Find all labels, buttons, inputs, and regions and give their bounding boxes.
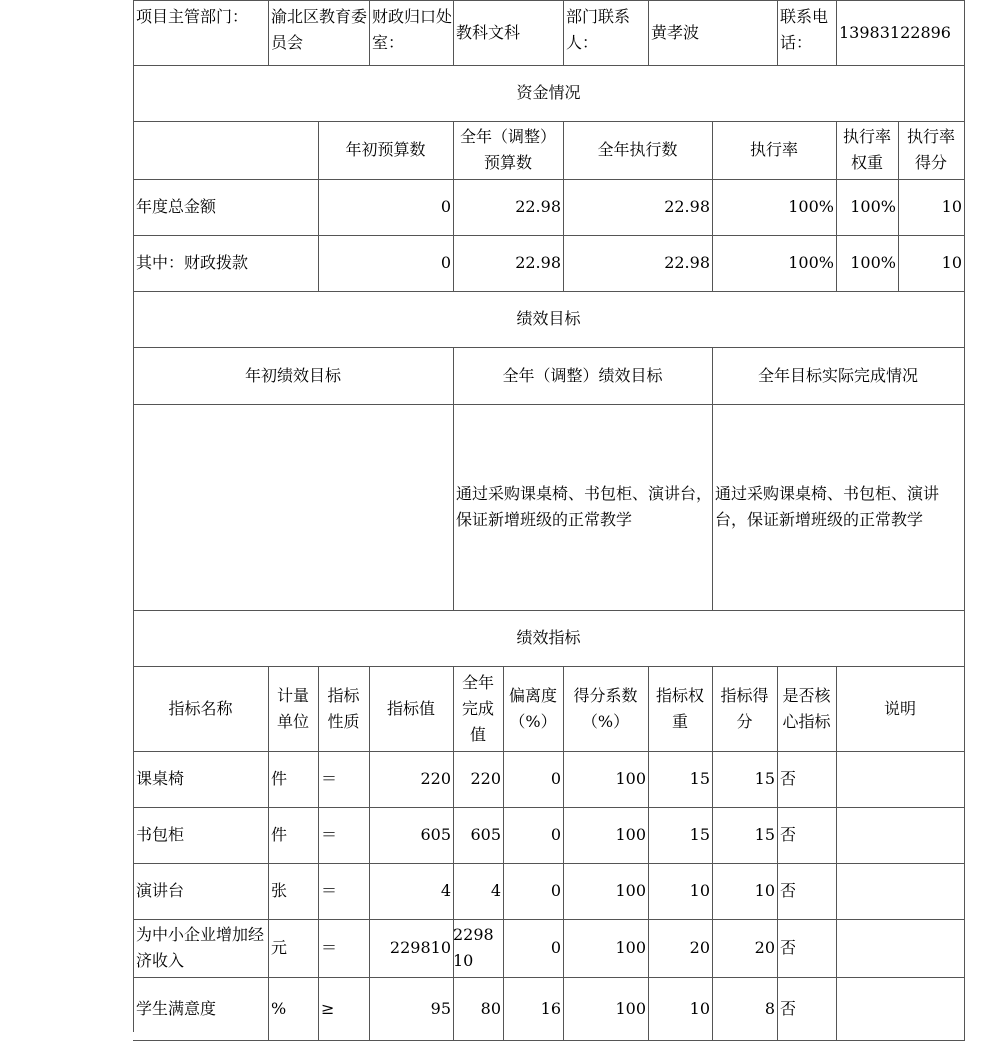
indicator-core — [777, 977, 837, 1041]
indicator-unit — [268, 919, 319, 978]
funds-col-initial-text: 年初预算数 — [345, 140, 426, 159]
indicator-dev — [503, 977, 564, 1041]
indicator-weight — [648, 863, 713, 920]
indicator-done — [453, 807, 504, 864]
funds-row-score-text: 10 — [941, 197, 962, 216]
indicator-weight-text: 10 — [689, 998, 710, 1018]
funds-row-rate — [712, 179, 837, 236]
indicator-name-text: 为中小企业增加经济收入 — [136, 925, 265, 970]
indicator-header — [318, 666, 370, 752]
indicators-section-title-text: 绩效指标 — [516, 628, 581, 647]
indicator-score — [712, 977, 778, 1041]
indicator-coef-text: 100 — [615, 998, 646, 1018]
phone-label-text: 联系电话： — [780, 7, 829, 52]
indicator-value-text: 229810 — [389, 938, 451, 957]
indicator-header — [712, 666, 778, 752]
funds-row-score — [898, 235, 965, 292]
indicator-header-text: 计量单位 — [276, 685, 309, 731]
indicator-header-text: 是否核心指标 — [782, 685, 831, 731]
contact-value-text: 黄孝波 — [651, 22, 700, 42]
indicator-weight — [648, 919, 713, 978]
indicator-dev — [503, 919, 564, 978]
indicator-dev-text: 0 — [550, 825, 561, 844]
goals-adjusted-text-text: 通过采购课桌椅、书包柜、演讲台，保证新增班级的正常教学 — [456, 484, 713, 529]
indicator-score-text: 15 — [754, 825, 775, 844]
indicator-note — [836, 977, 965, 1041]
indicator-core — [777, 863, 837, 920]
indicator-value-text: 95 — [430, 998, 451, 1018]
indicator-weight-text: 10 — [689, 881, 710, 900]
funds-row-initial — [318, 235, 454, 292]
funds-col-score — [898, 121, 965, 180]
goals-adjusted-text — [453, 404, 713, 611]
indicator-nature — [318, 751, 370, 808]
indicator-header-text: 指标值 — [386, 698, 435, 718]
funds-row-label — [133, 179, 319, 236]
indicator-done-text: 4 — [490, 881, 501, 900]
funds-row-adjusted-text: 22.98 — [515, 253, 561, 272]
indicator-score-text: 15 — [754, 769, 775, 788]
goals-initial-text — [133, 404, 454, 611]
indicator-done — [453, 919, 504, 978]
funds-row-executed — [563, 235, 713, 292]
indicator-dev-text: 0 — [550, 769, 561, 788]
funds-col-score-text: 执行率得分 — [906, 127, 955, 172]
indicator-name — [133, 807, 269, 864]
indicator-nature — [318, 807, 370, 864]
indicator-unit — [268, 863, 319, 920]
goals-actual-text-text: 通过采购课桌椅、书包柜、演讲台，保证新增班级的正常教学 — [715, 484, 940, 529]
goals-col-adjusted — [453, 347, 713, 405]
indicator-coef-text: 100 — [615, 938, 646, 957]
funds-section-title — [133, 65, 965, 122]
funds-row-label — [133, 235, 319, 292]
indicator-header-text: 指标得分 — [720, 685, 769, 731]
indicator-done-text: 605 — [470, 825, 501, 844]
indicator-header — [836, 666, 965, 752]
phone-value-text: 13983122896 — [839, 22, 951, 42]
goals-section-title-text: 绩效目标 — [516, 309, 581, 328]
indicator-name — [133, 751, 269, 808]
funds-row-rate-text: 100% — [788, 253, 834, 272]
indicator-unit-text: 元 — [271, 938, 288, 957]
indicator-core-text: 否 — [780, 938, 797, 957]
goals-col-actual-text: 全年目标实际完成情况 — [757, 365, 918, 385]
indicator-name-text: 演讲台 — [136, 881, 185, 900]
indicator-header-text: 全年完成值 — [461, 672, 494, 744]
funds-col-weight — [836, 121, 899, 180]
funds-row-adjusted — [453, 179, 564, 236]
indicator-unit-text: 件 — [271, 769, 288, 788]
funds-row-rate-text: 100% — [788, 197, 834, 216]
funds-row-weight — [836, 235, 899, 292]
phone-label — [777, 0, 837, 66]
indicator-score — [712, 863, 778, 920]
funds-col-initial — [318, 121, 454, 180]
indicator-done — [453, 751, 504, 808]
indicator-dev — [503, 751, 564, 808]
indicator-core-text: 否 — [780, 998, 797, 1018]
contact-label-text: 部门联系人： — [566, 7, 631, 52]
dept-value — [268, 0, 370, 66]
indicator-header — [777, 666, 837, 752]
indicator-note — [836, 863, 965, 920]
indicator-header-text: 指标名称 — [168, 698, 233, 718]
indicator-header-text: 指标性质 — [327, 685, 360, 731]
indicator-header — [133, 666, 269, 752]
indicator-core — [777, 919, 837, 978]
indicators-section-title — [133, 610, 965, 667]
indicator-coef — [563, 807, 649, 864]
funds-col-rate — [712, 121, 837, 180]
indicator-name — [133, 919, 269, 978]
indicator-dev-text: 0 — [550, 881, 561, 900]
indicator-nature — [318, 977, 370, 1041]
indicator-value — [369, 977, 454, 1041]
funds-col-executed — [563, 121, 713, 180]
indicator-done-text: 80 — [480, 998, 501, 1018]
indicator-unit-text: 张 — [271, 881, 288, 900]
indicator-nature — [318, 863, 370, 920]
indicator-score-text: 8 — [764, 998, 775, 1018]
phone-value — [836, 0, 965, 66]
funds-col-rate-text: 执行率 — [749, 140, 798, 159]
indicator-note — [836, 807, 965, 864]
indicator-note — [836, 751, 965, 808]
indicator-name — [133, 863, 269, 920]
funds-row-initial-text: 0 — [440, 253, 451, 272]
funds-row-initial-text: 0 — [440, 197, 451, 216]
indicator-dev — [503, 863, 564, 920]
indicator-header-text: 说明 — [883, 698, 916, 718]
indicator-name-text: 书包柜 — [136, 825, 185, 844]
indicator-done — [453, 863, 504, 920]
indicator-coef — [563, 751, 649, 808]
funds-row-adjusted-text: 22.98 — [515, 197, 561, 216]
indicator-score — [712, 807, 778, 864]
dept-label — [133, 0, 269, 66]
indicator-coef — [563, 977, 649, 1041]
indicator-dev-text: 16 — [540, 998, 561, 1018]
funds-col-weight-text: 执行率权重 — [842, 127, 891, 172]
funds-row-label-text: 其中：财政拨款 — [136, 253, 249, 272]
indicator-nature-text: ＝ — [321, 825, 338, 844]
indicator-header — [268, 666, 319, 752]
office-label-text: 财政归口处室： — [372, 7, 453, 52]
indicator-unit-text: 件 — [271, 825, 288, 844]
funds-row-label-text: 年度总金额 — [136, 197, 217, 216]
indicator-coef-text: 100 — [615, 769, 646, 788]
goals-col-initial — [133, 347, 454, 405]
funds-row-score-text: 10 — [941, 253, 962, 272]
indicator-core-text: 否 — [780, 825, 797, 844]
indicator-nature — [318, 919, 370, 978]
table-border — [133, 0, 965, 1]
indicator-header — [369, 666, 454, 752]
indicator-value — [369, 751, 454, 808]
indicator-value — [369, 919, 454, 978]
indicator-header — [563, 666, 649, 752]
indicator-coef — [563, 919, 649, 978]
indicator-coef — [563, 863, 649, 920]
indicator-value-text: 220 — [420, 769, 451, 788]
funds-row-executed-text: 22.98 — [664, 253, 710, 272]
indicator-core-text: 否 — [780, 881, 797, 900]
indicator-score — [712, 751, 778, 808]
goals-col-initial-text: 年初绩效目标 — [244, 365, 341, 385]
indicator-header — [453, 666, 504, 752]
indicator-name — [133, 977, 269, 1041]
indicator-weight — [648, 751, 713, 808]
funds-row-rate — [712, 235, 837, 292]
funds-col-adjusted-text: 全年（调整）预算数 — [459, 127, 556, 172]
indicator-value-text: 4 — [440, 881, 451, 900]
indicator-name-text: 课桌椅 — [136, 769, 185, 788]
indicator-core — [777, 751, 837, 808]
indicator-value — [369, 863, 454, 920]
indicator-weight-text: 15 — [689, 825, 710, 844]
goals-col-actual — [712, 347, 965, 405]
office-value — [453, 0, 564, 66]
indicator-header-text: 指标权重 — [655, 685, 704, 731]
indicator-note — [836, 919, 965, 978]
indicator-value-text: 605 — [420, 825, 451, 844]
funds-col-executed-text: 全年执行数 — [597, 140, 678, 159]
indicator-done-text: 229810 — [453, 925, 494, 970]
indicator-header — [503, 666, 564, 752]
indicator-score-text: 10 — [754, 881, 775, 900]
indicator-nature-text: ＝ — [321, 769, 338, 788]
indicator-core — [777, 807, 837, 864]
indicator-unit — [268, 977, 319, 1041]
funds-row-executed — [563, 179, 713, 236]
indicator-header — [648, 666, 713, 752]
funds-row-weight — [836, 179, 899, 236]
funds-header-blank — [133, 121, 319, 180]
indicator-coef-text: 100 — [615, 825, 646, 844]
funds-row-weight-text: 100% — [850, 197, 896, 216]
indicator-done-text: 220 — [470, 769, 501, 788]
goals-section-title — [133, 291, 965, 348]
indicator-dev-text: 0 — [550, 938, 561, 957]
indicator-header-text: 得分系数（%） — [573, 685, 638, 731]
goals-actual-text — [712, 404, 965, 611]
indicator-unit — [268, 751, 319, 808]
indicator-core-text: 否 — [780, 769, 797, 788]
indicator-unit — [268, 807, 319, 864]
funds-row-weight-text: 100% — [850, 253, 896, 272]
office-label — [369, 0, 454, 66]
indicator-score — [712, 919, 778, 978]
funds-col-adjusted — [453, 121, 564, 180]
office-value-text: 教科文科 — [456, 22, 521, 42]
contact-value — [648, 0, 778, 66]
indicator-nature-text: ＝ — [321, 881, 338, 900]
indicator-done — [453, 977, 504, 1041]
indicator-unit-text: % — [271, 998, 287, 1018]
funds-row-initial — [318, 179, 454, 236]
indicator-weight-text: 15 — [689, 769, 710, 788]
funds-row-executed-text: 22.98 — [664, 197, 710, 216]
indicator-coef-text: 100 — [615, 881, 646, 900]
indicator-weight — [648, 977, 713, 1041]
dept-label-text: 项目主管部门： — [136, 7, 249, 26]
dept-value-text: 渝北区教育委员会 — [271, 7, 368, 52]
funds-row-adjusted — [453, 235, 564, 292]
funds-row-score — [898, 179, 965, 236]
goals-col-adjusted-text: 全年（调整）绩效目标 — [502, 365, 663, 385]
indicator-name-text: 学生满意度 — [136, 998, 217, 1018]
indicator-nature-text: ≥ — [321, 998, 335, 1018]
indicator-header-text: 偏离度（%） — [508, 685, 557, 731]
contact-label — [563, 0, 649, 66]
indicator-weight — [648, 807, 713, 864]
indicator-weight-text: 20 — [689, 938, 710, 957]
indicator-score-text: 20 — [754, 938, 775, 957]
funds-section-title-text: 资金情况 — [516, 83, 581, 102]
indicator-value — [369, 807, 454, 864]
indicator-nature-text: ＝ — [321, 938, 338, 957]
indicator-dev — [503, 807, 564, 864]
